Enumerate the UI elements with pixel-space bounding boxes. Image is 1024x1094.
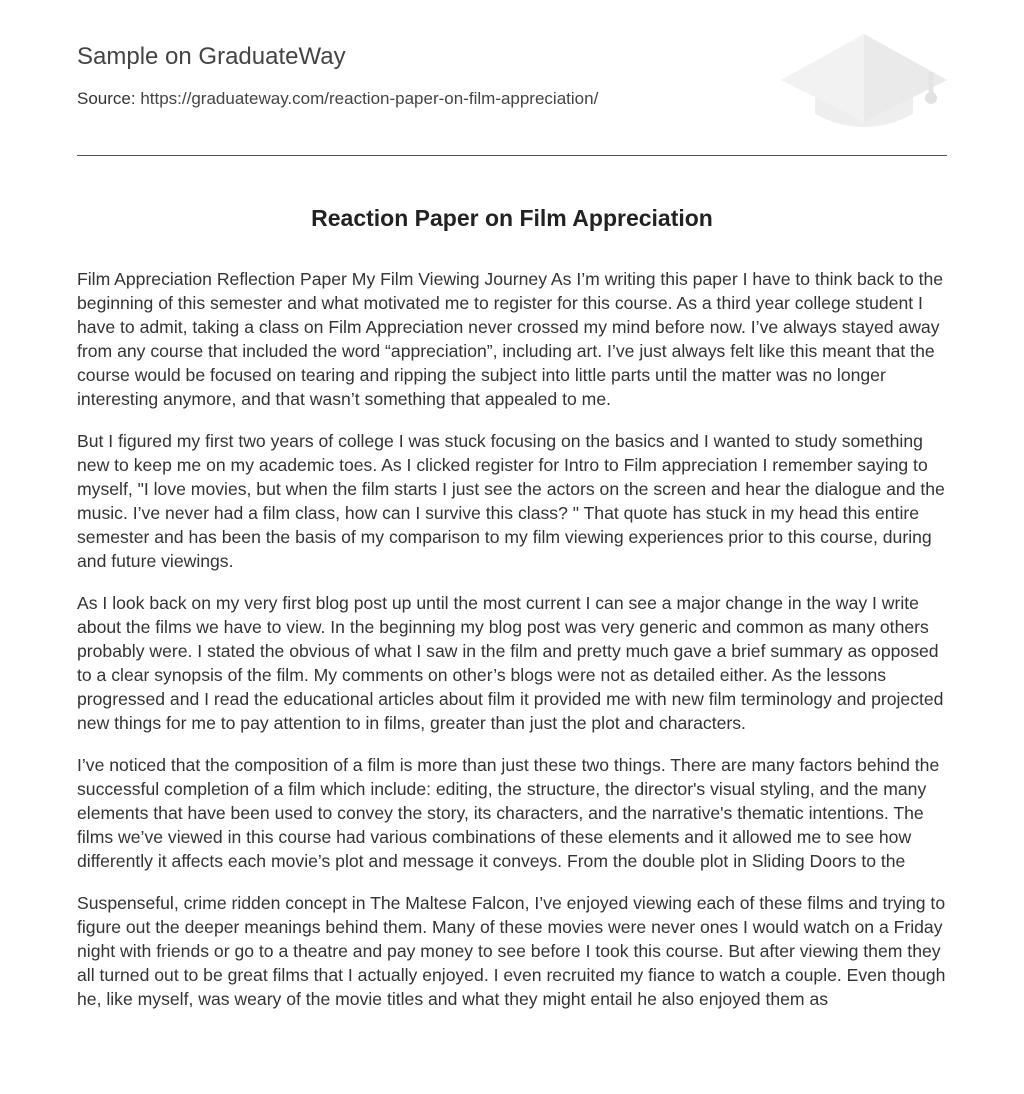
paragraph: Suspenseful, crime ridden concept in The Maltese Falcon, I’ve enjoyed viewing each of these films and trying to figure out the deeper meanings behind them. Many of these movies were never ones I would watch on a Friday night with friends or go to a theatre and pay money to see before I took this course. But after viewing them they all turned out to be great films that I actually enjoyed. I even recruited my fiance to watch a couple. Even though he, like myself, was weary of the movie titles and what they might entail he also enjoyed them as xyxy=(77,893,946,1009)
paragraph: As I look back on my very first blog post up until the most current I can see a major change in the way I write about the films we have to view. In the beginning my blog post was very generic and common as many others probably were. I stated the obvious of what I saw in the film and pretty much gave a brief summary as opposed to a clear synopsis of the film. My comments on other’s blogs were not as detailed either. As the lessons progressed and I read the educational articles about film it provided me with new film terminology and projected new things for me to pay attention to in films, greater than just the plot and characters. xyxy=(77,593,944,733)
page-title: Reaction Paper on Film Appreciation xyxy=(311,205,713,231)
source-link[interactable]: https://graduateway.com/reaction-paper-on-film-appreciation/ xyxy=(140,89,599,108)
article-body xyxy=(77,267,955,1037)
header-divider xyxy=(77,155,947,156)
paragraph: I’ve noticed that the composition of a film is more than just these two things. There are many factors behind the successful completion of a film which include: editing, the structure, the director's visual styling, and the many elements that have been used to convey the story, its characters, and the narrative's thematic intentions. The films we’ve viewed in this course had various combinations of these elements and it allowed me to see how differently it affects each movie’s plot and message it conveys. From the double plot in Sliding Doors to the xyxy=(77,755,940,871)
page-header xyxy=(77,0,947,156)
source-label: Source: xyxy=(77,89,136,108)
graduation-cap-icon xyxy=(781,30,947,134)
site-title: Sample on GraduateWay xyxy=(77,43,346,70)
source-line xyxy=(77,89,598,109)
paragraph: But I figured my first two years of college I was stuck focusing on the basics and I wanted to study something new to keep me on my academic toes. As I clicked register for Intro to Film appreciation I remember saying to myself, "I love movies, but when the film starts I just see the actors on the screen and hear the dialogue and the music. I’ve never had a film class, how can I survive this class? " That quote has stuck in my head this entire semester and has been the basis of my comparison to my film viewing experiences prior to this course, during and future viewings. xyxy=(77,431,945,571)
paragraph: Film Appreciation Reflection Paper My Film Viewing Journey As I’m writing this paper I have to think back to the beginning of this semester and what motivated me to register for this course. As a third year college student I have to admit, taking a class on Film Appreciation never crossed my mind before now. I’ve always stayed away from any course that included the word “appreciation”, including art. I’ve just always felt like this meant that the course would be focused on tearing and ripping the subject into little parts until the matter was no longer interesting anymore, and that wasn’t something that appealed to me. xyxy=(77,269,944,409)
